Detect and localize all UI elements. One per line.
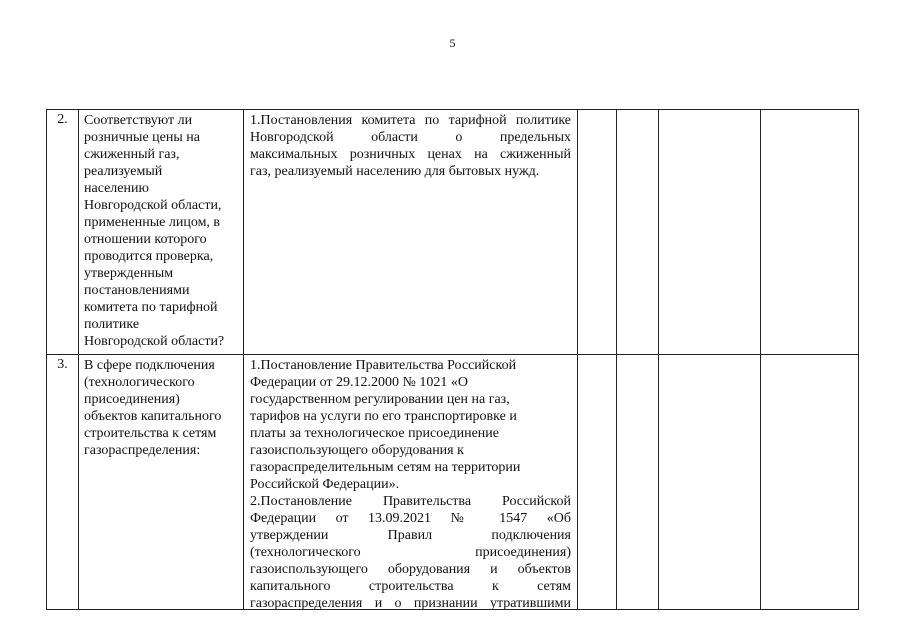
question-line: Соответствуют ли (84, 113, 193, 128)
question-line: сжиженный газ, (84, 147, 180, 162)
question-line: комитета по тарифной (84, 300, 218, 315)
checklist-table (46, 109, 859, 610)
legal-line: газоиспользующего оборудования к (250, 443, 464, 458)
legal-line: газоиспользующего оборудования и объектов (250, 562, 571, 577)
legal-line: газ, реализуемый населению для бытовых нужд. (250, 164, 540, 179)
legal-line: Новгородской области о предельных (250, 130, 571, 145)
legal-line: платы за технологическое присоединение (250, 426, 499, 441)
legal-line: 1.Постановление Правительства Российской (250, 358, 517, 373)
question-line: В сфере подключения (84, 358, 215, 373)
answer-yes-cell (578, 355, 617, 610)
legal-line: капитального строительства к сетям (250, 579, 571, 594)
legal-line: 2.Постановление Правительства Российской (250, 494, 571, 509)
question-cell (79, 355, 244, 610)
answer-no-cell (617, 110, 659, 355)
legal-line: 1.Постановления комитета по тарифной политике (250, 113, 571, 128)
question-line: постановлениями (84, 283, 190, 298)
legal-line: Российской Федерации». (250, 477, 400, 492)
question-line: населению (84, 181, 149, 196)
question-line: объектов капитального (84, 409, 222, 424)
question-line: Новгородской области, (84, 198, 222, 213)
answer-yes-cell (578, 110, 617, 355)
table-row (47, 110, 859, 355)
legal-line: газораспределения и о признании утратившими (250, 596, 571, 609)
question-line: утвержденным (84, 266, 174, 281)
row-number: 3. (47, 355, 79, 610)
question-line: отношении которого (84, 232, 207, 247)
answer-na-cell (659, 355, 761, 610)
question-line: реализуемый (84, 164, 163, 179)
row-number: 2. (47, 110, 79, 355)
legal-basis-cell (244, 110, 578, 355)
notes-cell (761, 355, 859, 610)
question-line: Новгородской области? (84, 334, 225, 349)
legal-line: утверждении Правил подключения (250, 528, 571, 543)
question-line: политике (84, 317, 140, 332)
page-number: 5 (449, 36, 456, 50)
question-cell (79, 110, 244, 355)
table-row (47, 355, 859, 610)
question-line: газораспределения: (84, 443, 201, 458)
question-line: розничные цены на (84, 130, 200, 145)
question-line: присоединения) (84, 392, 180, 407)
question-line: примененные лицом, в (84, 215, 221, 230)
legal-line: максимальных розничных ценах на сжиженный (250, 147, 571, 162)
legal-line: газораспределительным сетям на территории (250, 460, 521, 475)
question-line: (технологического (84, 375, 195, 390)
legal-line: (технологического присоединения) (250, 545, 571, 560)
legal-line: тарифов на услуги по его транспортировке и (250, 409, 517, 424)
answer-na-cell (659, 110, 761, 355)
question-line: строительства к сетям (84, 426, 217, 441)
legal-line: государственном регулировании цен на газ, (250, 392, 510, 407)
question-line: проводится проверка, (84, 249, 214, 264)
answer-no-cell (617, 355, 659, 610)
notes-cell (761, 110, 859, 355)
legal-line: Федерации от 29.12.2000 № 1021 «О (250, 375, 469, 390)
legal-basis-cell (244, 355, 578, 610)
legal-line: Федерации от 13.09.2021 № 1547 «Об (250, 511, 571, 526)
